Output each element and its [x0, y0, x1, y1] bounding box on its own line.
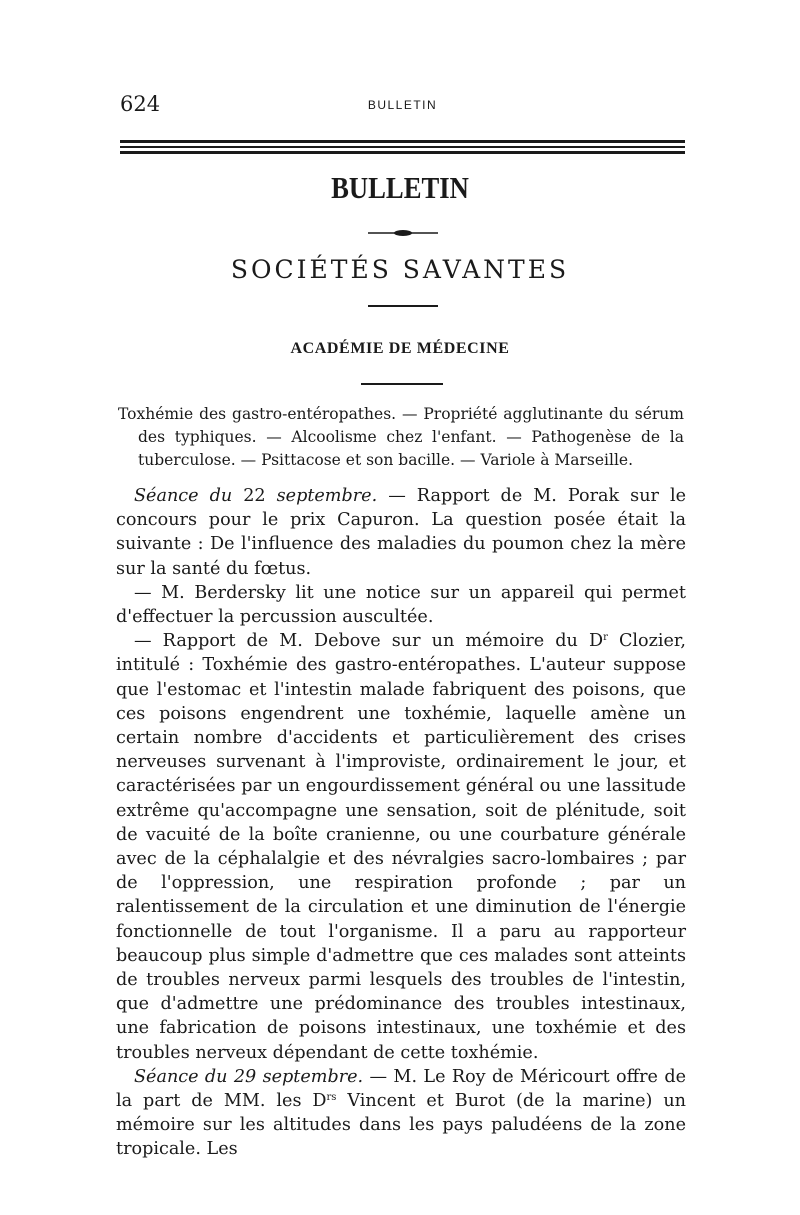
paragraph-debove-report: [116, 629, 686, 1065]
drs-superscript: rs: [326, 1092, 337, 1104]
paragraph-text: Vincent et Burot (de la marine) un mémoire sur les altitudes dans les pays paludéens de la zone tropicale. Les: [116, 1091, 687, 1160]
paragraph-text: Clozier, intitulé : Toxhémie des gastro-entéropathes. L'auteur suppose que l'estomac et l'intestin malade fabriquent des poisons, que ces poisons engendrent une toxhémie, laquelle amène un certain nombre d'accidents et particulièrement des crises nerveuses survenant à l'improviste, ordinairement le jour, et caractérisées par un engourdissement général ou une lassitude extrême qu'accompagne une sensation, soit de plénitude, soit de vacuité de la boîte cranienne, ou une courbature générale avec de la céphalalgie et des névralgies sacro-lombaires ; par de l'oppression, une respiration profonde ; par un ralentissement de la circulation et une diminution de l'énergie fonctionnelle de tout l'organisme. Il a paru au rapporteur beaucoup plus simple d'admettre que ces malades sont atteints de troubles nerveux parmi lesquels des troubles de l'intestin, que d'admettre une prédominance des troubles intestinaux, une fabrication de poisons intestinaux, une toxhémie et des troubles nerveux dépendant de cette toxhémie.: [116, 631, 687, 1063]
paragraph-text: — Rapport de M. Porak sur le concours pour le prix Capuron. La question posée était la suivante : De l'influence des maladies du poumon chez la mère sur la santé du fœtus.: [116, 486, 687, 579]
academy-title: ACADÉMIE DE MÉDECINE: [290, 340, 510, 357]
header-rule-middle: [120, 146, 685, 148]
ornament-divider: [368, 229, 438, 237]
main-title: BULLETIN: [331, 170, 469, 205]
session-lead-month: septembre.: [276, 486, 378, 506]
header-rule-top: [120, 140, 685, 143]
session-lead: Séance du: [134, 486, 233, 506]
article-body: [116, 484, 686, 1162]
paragraph-seance-22: [116, 484, 686, 581]
paragraph-text: — M. Le Roy de Méricourt offre de la part de MM. les D: [116, 1066, 686, 1112]
running-head: [120, 92, 685, 122]
session-lead: Séance du 29 septembre.: [134, 1066, 364, 1087]
section-rule: [368, 305, 438, 307]
session-date: 22: [243, 486, 266, 506]
dr-superscript: r: [603, 632, 608, 644]
paragraph-seance-29: [116, 1065, 686, 1162]
summary-text: Toxhémie des gastro-entéropathes. — Propriété agglutinante du sérum des typhiques. — Alcoolisme chez l'enfant. — Pathogenèse de la tuberculose. — Psittacose et son bacille. — Variole à Marseille.: [118, 405, 684, 469]
paragraph-text: — Rapport de M. Debove sur un mémoire du D: [134, 631, 604, 652]
page-number: 624: [120, 92, 161, 116]
running-title: BULLETIN: [367, 98, 438, 112]
paragraph-berdersky: — M. Berdersky lit une notice sur un appareil qui permet d'effectuer la percussion auscultée.: [116, 582, 686, 628]
summary-abstract: [118, 403, 684, 472]
academy-rule: [361, 383, 443, 385]
section-title: SOCIÉTÉS SAVANTES: [230, 255, 570, 284]
header-rule-bottom: [120, 151, 685, 154]
